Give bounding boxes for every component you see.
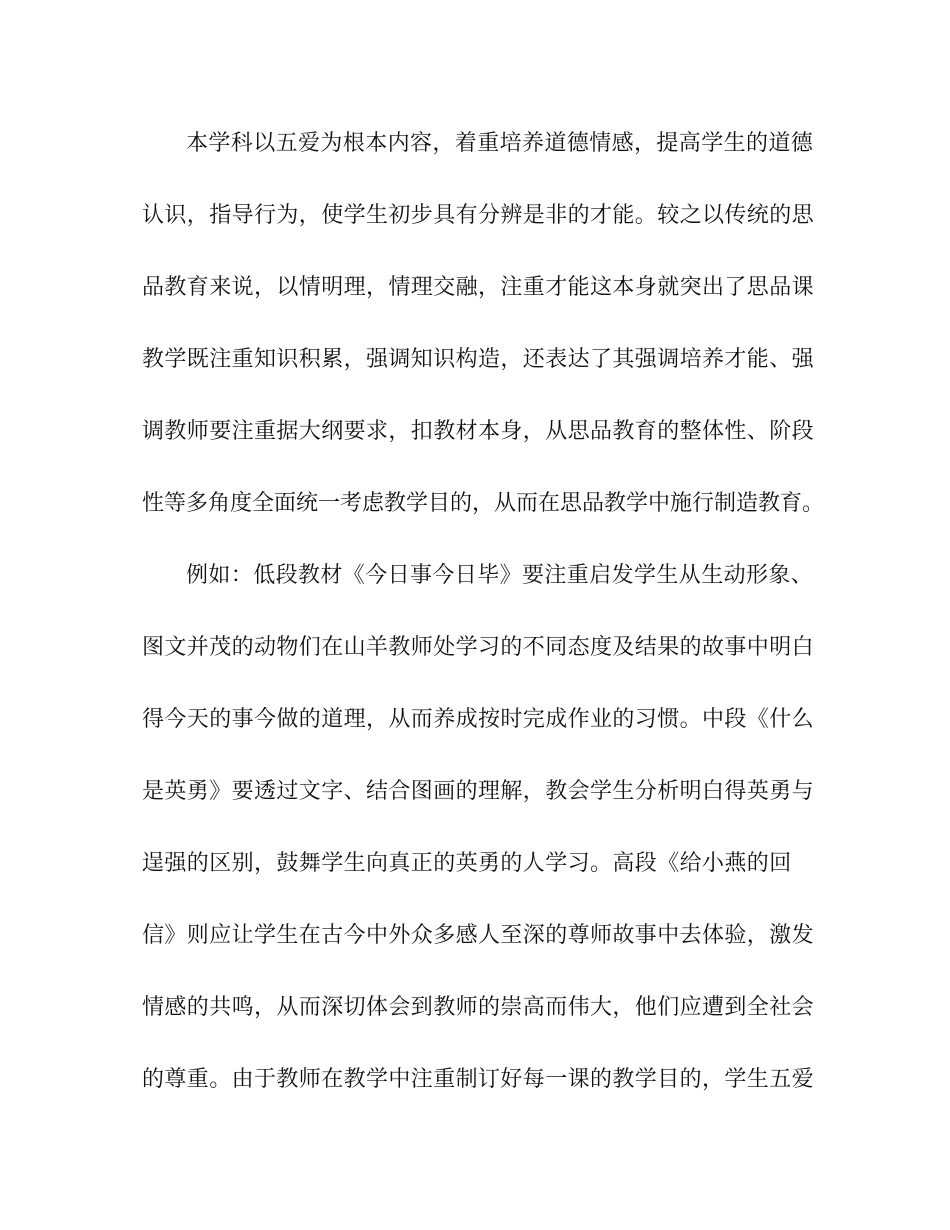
document-body [142, 120, 825, 1128]
text-line: 认识，指导行为，使学生初步具有分辨是非的才能。较之以传统的思 [142, 203, 815, 228]
text-line: 的尊重。由于教师在教学中注重制订好每一课的教学目的，学生五爱 [142, 1067, 815, 1092]
text-line: 调教师要注重据大纲要求，扣教材本身，从思品教育的整体性、阶段 [142, 419, 815, 444]
text-line: 是英勇》要透过文字、结合图画的理解，教会学生分析明白得英勇与 [142, 779, 815, 804]
text-line: 教学既注重知识积累，强调知识构造，还表达了其强调培养才能、强 [142, 347, 815, 372]
paragraph-1 [142, 120, 825, 552]
text-line: 图文并茂的动物们在山羊教师处学习的不同态度及结果的故事中明白 [142, 635, 815, 660]
text-line: 本学科以五爱为根本内容，着重培养道德情感，提高学生的道德 [186, 131, 814, 156]
text-line: 情感的共鸣，从而深切体会到教师的崇高而伟大，他们应遭到全社会 [142, 995, 815, 1020]
text-line: 例如：低段教材《今日事今日毕》要注重启发学生从生动形象、 [186, 563, 814, 588]
paragraph-2 [142, 552, 815, 1128]
text-line: 逞强的区别，鼓舞学生向真正的英勇的人学习。高段《给小燕的回 [142, 851, 792, 876]
text-line: 品教育来说，以情明理，情理交融，注重才能这本身就突出了思品课 [142, 275, 815, 300]
text-line: 信》则应让学生在古今中外众多感人至深的尊师故事中去体验，激发 [142, 923, 815, 948]
text-line: 性等多角度全面统一考虑教学目的，从而在思品教学中施行制造教育。 [142, 491, 825, 516]
text-line: 得今天的事今做的道理，从而养成按时完成作业的习惯。中段《什么 [142, 707, 815, 732]
